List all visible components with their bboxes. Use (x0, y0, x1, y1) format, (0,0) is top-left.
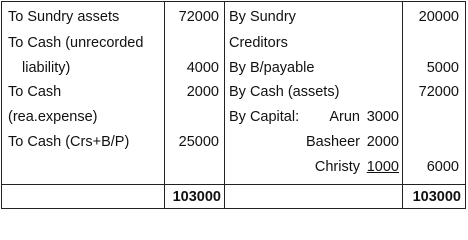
credit-particulars: By B/payable (229, 60, 315, 76)
debit-amount: 4000 (186, 60, 219, 76)
partner-name: Basheer (305, 134, 360, 150)
credit-particulars: By Sundry (229, 9, 296, 25)
column-divider (164, 2, 165, 208)
partner-capital: 3000 (366, 109, 399, 125)
total-row-divider (2, 184, 465, 185)
partner-capital: 2000 (366, 134, 399, 150)
debit-amount: 25000 (178, 134, 219, 150)
debit-amount: 2000 (186, 84, 219, 100)
debit-particulars: (rea.expense) (8, 109, 98, 125)
capital-total: 6000 (426, 159, 459, 175)
credit-particulars: Creditors (229, 35, 288, 51)
column-divider (402, 2, 403, 208)
column-divider (224, 2, 225, 208)
credit-amount: 5000 (426, 60, 459, 76)
realisation-account-table (1, 1, 466, 209)
partner-capital: 1000 (366, 159, 399, 175)
debit-particulars: liability) (22, 60, 71, 76)
credit-total: 103000 (412, 189, 461, 205)
debit-total: 103000 (172, 189, 221, 205)
partner-name: Christy (314, 159, 360, 175)
credit-particulars: By Cash (assets) (229, 84, 340, 100)
credit-amount: 72000 (418, 84, 459, 100)
debit-particulars: To Cash (unrecorded (8, 35, 144, 51)
debit-particulars: To Cash (Crs+B/P) (8, 134, 130, 150)
debit-particulars: To Sundry assets (8, 9, 120, 25)
debit-particulars: To Cash (8, 84, 62, 100)
debit-amount: 72000 (178, 9, 219, 25)
capital-label: By Capital: (229, 109, 300, 125)
partner-name: Arun (329, 109, 360, 125)
credit-amount: 20000 (418, 9, 459, 25)
